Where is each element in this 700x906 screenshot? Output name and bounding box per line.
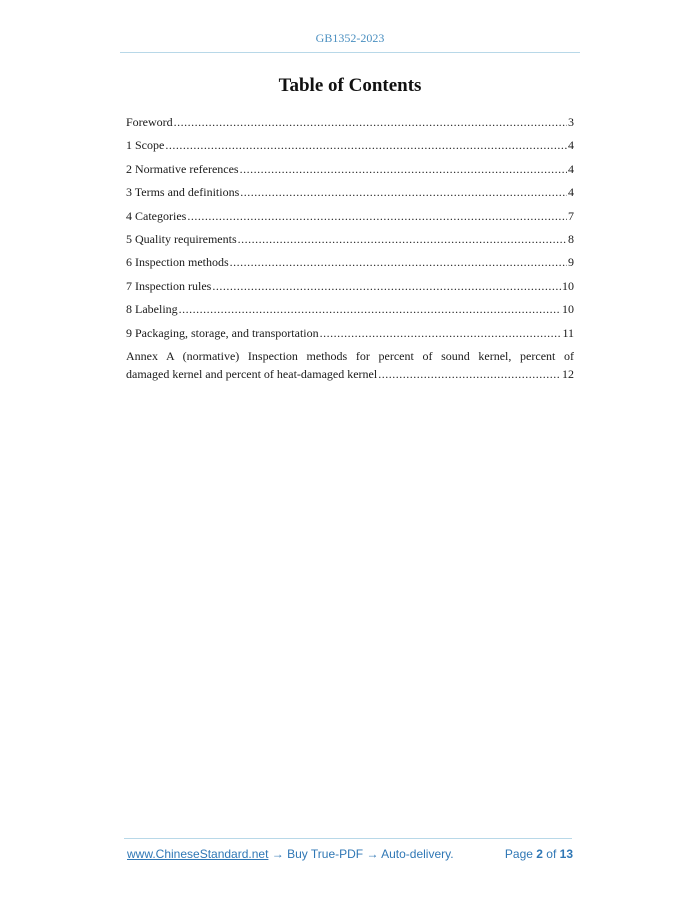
toc-title: Table of Contents [278, 75, 422, 96]
toc-entry-label: 4 Categories [126, 208, 187, 223]
footer-promo-text: → Buy True-PDF → Auto-delivery. [268, 847, 454, 861]
header-divider [120, 52, 580, 53]
toc-entry-page: 10 [562, 302, 574, 317]
footer-promo [127, 847, 454, 861]
toc-dot-leader [212, 275, 561, 298]
toc-entry-page: 4 [568, 161, 574, 176]
toc-annex-line2: damaged kernel and percent of heat-damaged kernel [126, 366, 378, 381]
website-link[interactable]: www.ChineseStandard.net [127, 847, 269, 861]
toc-entry-inspection-rules[interactable] [126, 275, 574, 298]
document-header-code: GB1352-2023 [315, 31, 385, 45]
toc-entry-quality-requirements[interactable] [126, 228, 574, 251]
toc-entry-packaging[interactable] [126, 322, 574, 345]
page-prefix: Page [504, 847, 537, 861]
toc-dot-leader [179, 298, 561, 321]
toc-dot-leader [165, 134, 567, 157]
toc-dot-leader [187, 205, 567, 228]
toc-entry-label: 1 Scope [126, 138, 165, 153]
toc-entry-categories[interactable] [126, 205, 574, 228]
toc-entry-label: 3 Terms and definitions [126, 185, 240, 200]
toc-dot-leader [238, 228, 567, 251]
page-of: of [542, 847, 560, 861]
toc-entry-page: 11 [562, 325, 574, 340]
toc-entry-scope[interactable] [126, 134, 574, 157]
toc-entry-normative-references[interactable] [126, 158, 574, 181]
toc-entry-label: 2 Normative references [126, 161, 239, 176]
toc-entry-page: 12 [562, 366, 574, 381]
toc-entry-label: 6 Inspection methods [126, 255, 229, 270]
toc-entry-label: 5 Quality requirements [126, 232, 237, 247]
footer-divider [124, 838, 572, 839]
toc-dot-leader [320, 322, 562, 345]
toc-entry-label: Foreword [126, 115, 173, 129]
toc-entry-terms-and-definitions[interactable] [126, 181, 574, 204]
toc-dot-leader [378, 366, 561, 384]
page-number [505, 847, 573, 861]
toc-dot-leader [240, 181, 567, 204]
page-current: 2 [536, 847, 543, 861]
toc-entry-page: 3 [568, 115, 574, 129]
toc-entry-page: 8 [568, 232, 574, 247]
toc-entry-page: 7 [568, 208, 574, 223]
toc-annex-line2-row [126, 366, 574, 384]
toc-entry-label: 9 Packaging, storage, and transportation [126, 325, 319, 340]
toc-list [126, 111, 574, 383]
page-total: 13 [559, 847, 573, 861]
toc-entry-label: 8 Labeling [126, 302, 178, 317]
toc-entry-inspection-methods[interactable] [126, 251, 574, 274]
toc-dot-leader [174, 111, 567, 134]
toc-entry-page: 10 [562, 278, 574, 293]
page-footer [127, 847, 573, 861]
toc-entry-annex-a[interactable] [126, 345, 574, 383]
toc-dot-leader [240, 158, 567, 181]
toc-annex-line1: Annex A (normative) Inspection methods for percent of sound kernel, percent of [126, 349, 574, 364]
toc-entry-foreword[interactable] [126, 111, 574, 134]
toc-entry-page: 4 [568, 138, 574, 153]
toc-dot-leader [230, 251, 567, 274]
toc-entry-label: 7 Inspection rules [126, 278, 212, 293]
toc-entry-page: 9 [568, 255, 574, 270]
toc-entry-labeling[interactable] [126, 298, 574, 321]
toc-entry-page: 4 [568, 185, 574, 200]
